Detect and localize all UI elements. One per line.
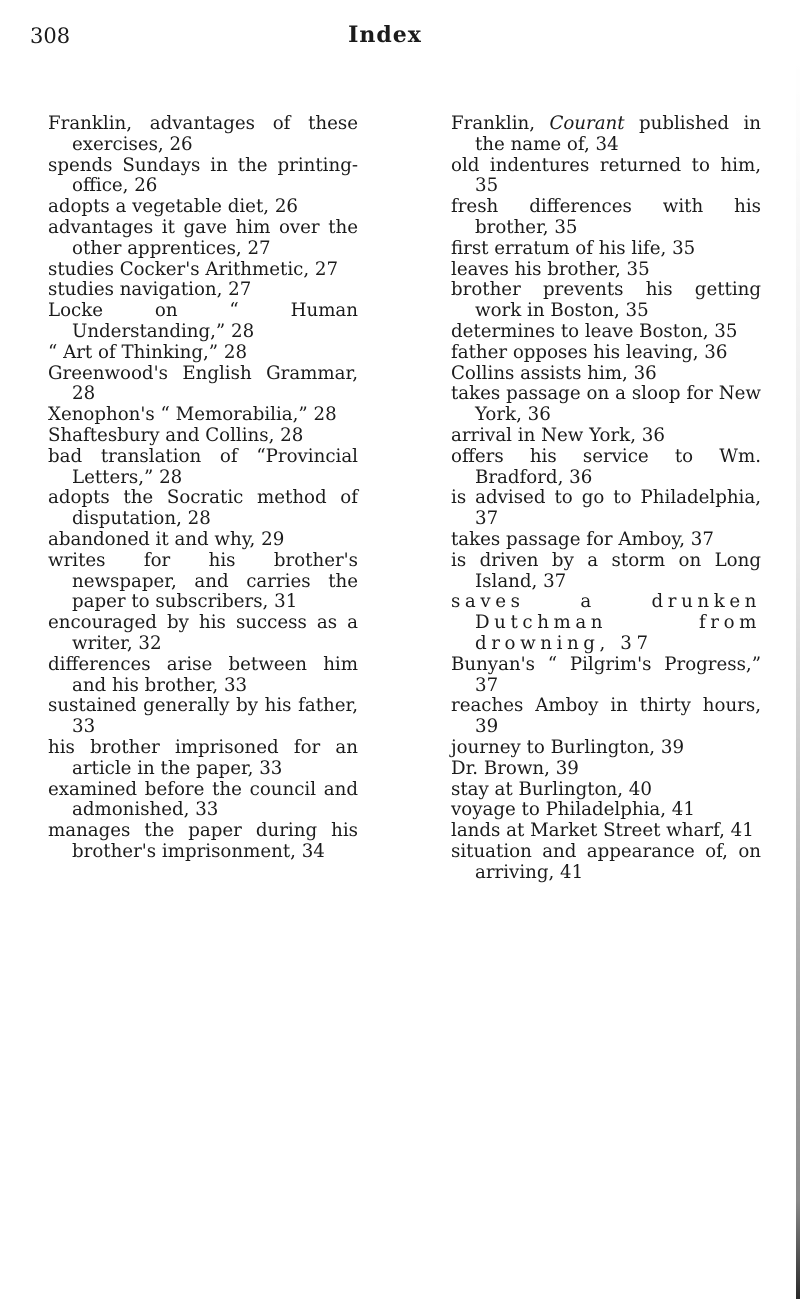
entry-text: published in the name of, 34: [475, 113, 761, 155]
index-entry: examined before the council and admonished, 33: [48, 778, 358, 821]
index-entry: “ Art of Thinking,” 28: [48, 341, 248, 363]
index-entry: his brother imprisoned for an article in the paper, 33: [48, 736, 358, 779]
index-entry: first erratum of his life, 35: [451, 237, 696, 259]
index-entry: adopts a vegetable diet, 26: [48, 196, 298, 218]
right-index-column: [451, 114, 761, 883]
index-entry: arrival in New York, 36: [451, 424, 665, 446]
index-entry: brother prevents his getting work in Boston, 35: [451, 279, 761, 322]
index-entry: old indentures returned to him, 35: [451, 154, 761, 197]
index-entry: lands at Market Street wharf, 41: [451, 820, 754, 842]
index-entry: [451, 114, 761, 156]
index-entry: bad translation of “Provincial Letters,” 28: [48, 445, 358, 488]
entry-text: advantages of these exercises, 26: [72, 113, 358, 155]
index-entry: abandoned it and why, 29: [48, 528, 285, 550]
index-entry: Shaftesbury and Collins, 28: [48, 424, 304, 446]
index-entry: fresh differences with his brother, 35: [451, 196, 761, 238]
index-entry: [48, 114, 358, 156]
index-entry: studies Cocker's Arithmetic, 27: [48, 258, 339, 280]
index-entry: encouraged by his success as a writer, 32: [48, 612, 358, 654]
page-edge-shadow: [796, 60, 800, 1299]
entry-heading: Franklin,: [48, 113, 133, 134]
left-index-column: [48, 114, 358, 863]
index-entry: Dr. Brown, 39: [451, 757, 579, 779]
index-entry: father opposes his leaving, 36: [451, 341, 728, 363]
index-entry: saves a drunken Dutchman from drowning, 37: [451, 591, 761, 654]
index-entry: spends Sundays in the printing-office, 26: [48, 154, 358, 197]
index-entry: stay at Burlington, 40: [451, 778, 652, 800]
index-entry: Xenophon's “ Memorabilia,” 28: [48, 404, 337, 426]
index-entry: determines to leave Boston, 35: [451, 320, 738, 342]
index-entry: situation and appearance of, on arriving, 41: [451, 840, 761, 883]
index-entry: is advised to go to Philadelphia, 37: [451, 487, 761, 530]
index-entry: takes passage for Amboy, 37: [451, 528, 714, 550]
index-entry: offers his service to Wm. Bradford, 36: [451, 445, 761, 488]
entry-heading: Franklin,: [451, 113, 536, 134]
index-entry: sustained generally by his father, 33: [48, 695, 358, 738]
index-entry: Bunyan's “ Pilgrim's Progress,” 37: [451, 653, 761, 696]
index-entry: adopts the Socratic method of disputation, 28: [48, 487, 358, 530]
index-entry: differences arise between him and his brother, 33: [48, 653, 358, 696]
entry-italic-title: Courant: [549, 113, 625, 134]
index-entry: Collins assists him, 36: [451, 362, 657, 384]
index-entry: studies navigation, 27: [48, 279, 252, 301]
index-entry: leaves his brother, 35: [451, 258, 650, 280]
running-head: Index: [348, 22, 422, 48]
index-entry: advantages it gave him over the other apprentices, 27: [48, 216, 358, 259]
index-entry: voyage to Philadelphia, 41: [451, 799, 695, 821]
index-entry: journey to Burlington, 39: [451, 736, 685, 758]
page-number: 308: [30, 24, 71, 48]
index-entry: manages the paper during his brother's imprisonment, 34: [48, 820, 358, 862]
index-entry: takes passage on a sloop for New York, 36: [451, 383, 761, 426]
index-entry: writes for his brother's newspaper, and carries the paper to subscribers, 31: [48, 549, 358, 613]
index-entry: is driven by a storm on Long Island, 37: [451, 549, 761, 592]
index-entry: Locke on “ Human Understanding,” 28: [48, 300, 358, 342]
index-entry: Greenwood's English Grammar, 28: [48, 362, 358, 405]
index-entry: reaches Amboy in thirty hours, 39: [451, 695, 761, 738]
